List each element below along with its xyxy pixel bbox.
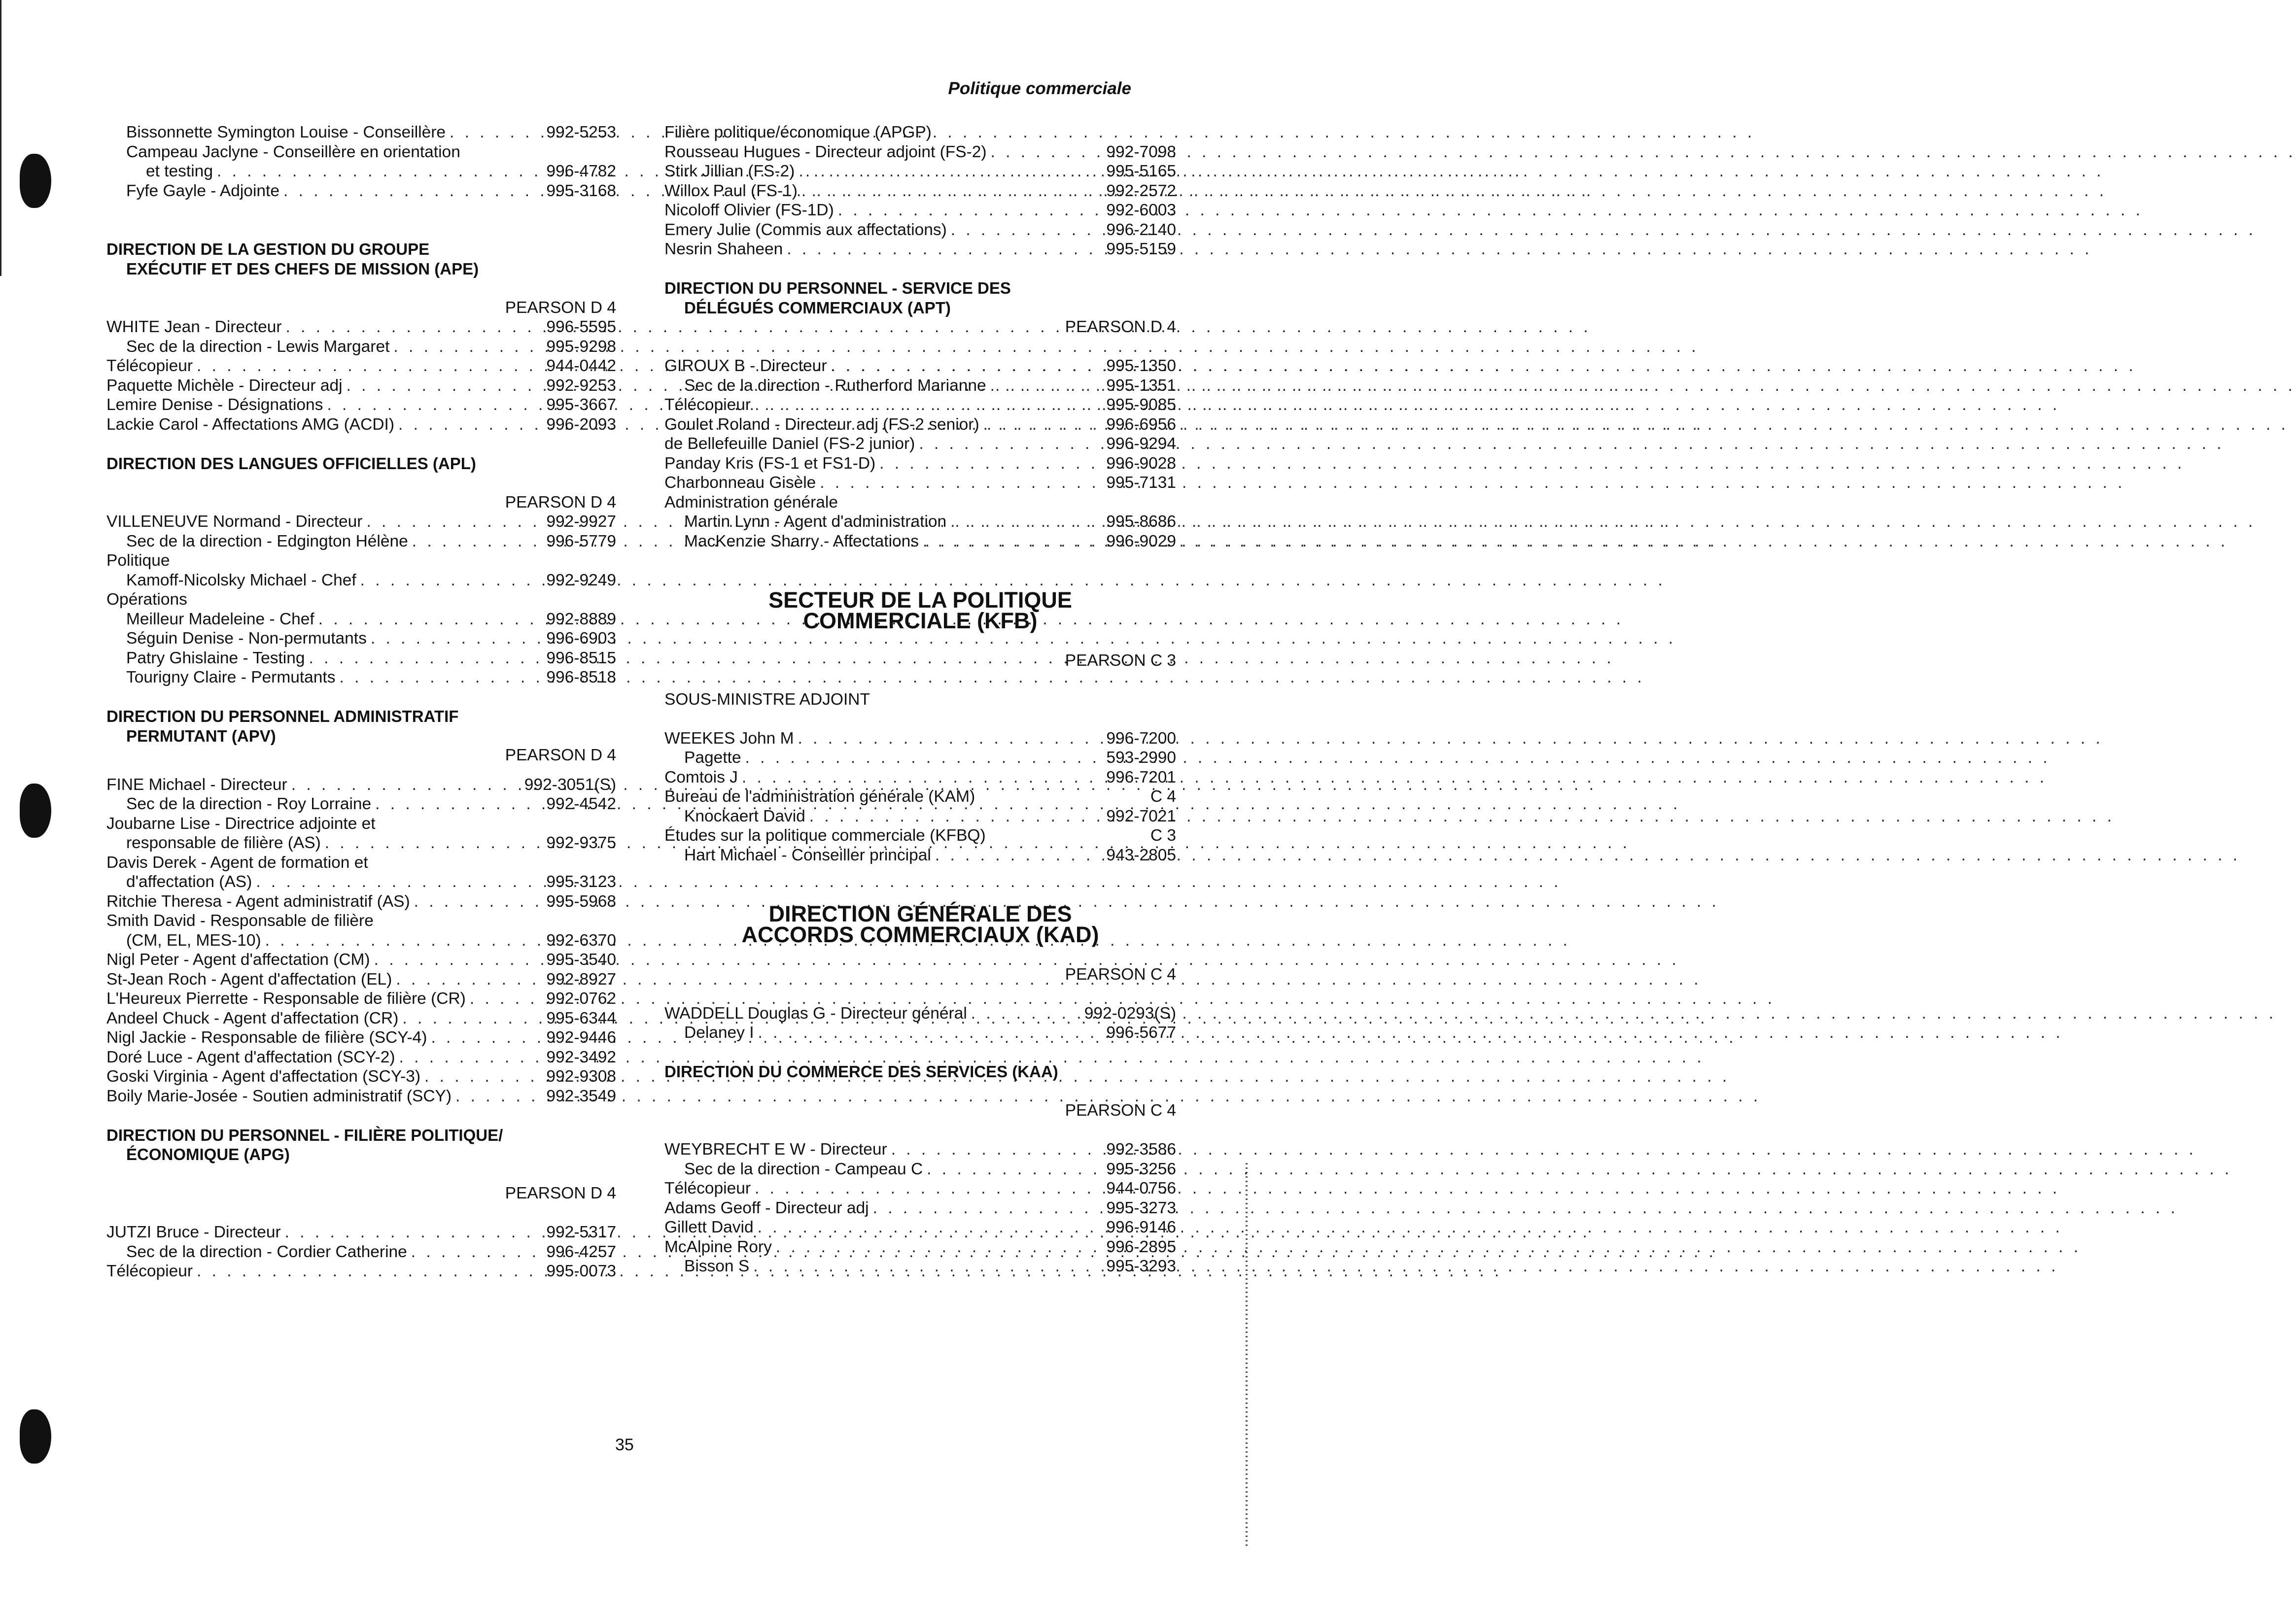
section-title-kaa: DIRECTION DU COMMERCE DES SERVICES (KAA) xyxy=(664,1062,1058,1081)
list-item: Bissonnette Symington Louise - Conseillère . . . 992-5253 xyxy=(106,123,616,142)
list-item-heading: Smith David - Responsable de filière xyxy=(106,912,374,930)
list-item: Rousseau Hugues - Directeur adjoint (FS-2) . . . 992-7098 xyxy=(664,142,1176,162)
list-item: Stirk Jillian (FS-2) . . . 995-5165 xyxy=(664,162,1176,181)
list-item: Gillett David . . . 996-9146 xyxy=(664,1218,1176,1237)
list-item: Télécopieur . . . 995-0073 xyxy=(106,1262,616,1281)
subsection-label: SOUS-MINISTRE ADJOINT xyxy=(664,690,870,709)
building-label: PEARSON D 4 xyxy=(1065,318,1176,336)
section-title-ape: DIRECTION DE LA GESTION DU GROUPE EXÉCUTIF ET DES CHEFS DE MISSION (APE) xyxy=(106,240,479,278)
list-item-heading: Opérations xyxy=(106,590,187,609)
list-item: Emery Julie (Commis aux affectations) . . . 996-2140 xyxy=(664,220,1176,240)
list-item: Charbonneau Gisèle . . . 995-7131 xyxy=(664,473,1176,493)
list-item-heading: Joubarne Lise - Directrice adjointe et xyxy=(106,814,376,833)
binder-hole-mark xyxy=(20,1409,51,1464)
running-head: Politique commerciale xyxy=(948,79,1131,98)
section-title-kad: DIRECTION GÉNÉRALE DES ACCORDS COMMERCIAUX (KAD) xyxy=(741,901,1099,947)
list-item: WEYBRECHT E W - Directeur . . . 992-3586 xyxy=(664,1140,1176,1160)
list-item-heading: Filière politique/économique (APGP) xyxy=(664,123,932,141)
section-title-apg: DIRECTION DU PERSONNEL - FILIÈRE POLITIQUE/ ÉCONOMIQUE (APG) xyxy=(106,1126,503,1163)
list-item: Andeel Chuck - Agent d'affectation (CR) . . . 995-6344 xyxy=(106,1009,616,1028)
list-item: Ritchie Theresa - Agent administratif (AS) . . . 995-5968 xyxy=(106,892,616,912)
list-item: (CM, EL, MES-10) . . . 992-6370 xyxy=(106,931,616,951)
list-item: Nigl Jackie - Responsable de filière (SCY-4) . . . 992-9446 xyxy=(106,1028,616,1048)
list-item: Sec de la direction - Cordier Catherine . . . 996-4257 xyxy=(106,1242,616,1262)
list-item: WEEKES John M . . . 996-7200 xyxy=(664,729,1176,749)
list-item: Bisson S . . . 995-3293 xyxy=(664,1257,1176,1276)
list-item: Nicoloff Olivier (FS-1D) . . . 992-6003 xyxy=(664,201,1176,220)
list-item: Hart Michael - Conseiller principal . . . 943-2805 xyxy=(664,846,1176,865)
list-item: Télécopieur . . . 944-0442 xyxy=(106,356,616,376)
list-item-heading: Davis Derek - Agent de formation et xyxy=(106,853,368,872)
building-label: PEARSON D 4 xyxy=(505,1184,616,1202)
list-item-heading: Campeau Jaclyne - Conseillère en orientation xyxy=(126,142,460,161)
list-item: Kamoff-Nicolsky Michael - Chef . . . 992-9249 xyxy=(106,571,616,590)
list-item: Panday Kris (FS-1 et FS1-D) . . . 996-9028 xyxy=(664,454,1176,474)
section-title-apv: DIRECTION DU PERSONNEL ADMINISTRATIF PERMUTANT (APV) xyxy=(106,707,459,745)
list-item: Études sur la politique commerciale (KFBQ) C 3 xyxy=(664,826,1176,845)
list-item: Nesrin Shaheen . . . 995-5159 xyxy=(664,239,1176,259)
list-item: et testing . . . 996-4782 xyxy=(106,162,616,181)
building-label: PEARSON D 4 xyxy=(505,493,616,512)
list-item: Fyfe Gayle - Adjointe . . . 995-3168 xyxy=(106,181,616,201)
list-item: Doré Luce - Agent d'affectation (SCY-2) . . . 992-3492 xyxy=(106,1048,616,1067)
list-item: Sec de la direction - Roy Lorraine . . . 992-4542 xyxy=(106,794,616,814)
list-item: d'affectation (AS) . . . 995-3123 xyxy=(106,872,616,892)
building-label: PEARSON C 4 xyxy=(1065,1101,1176,1120)
list-item: GIROUX B - Directeur . . . 995-1350 xyxy=(664,356,1176,376)
page-number: 35 xyxy=(615,1435,634,1454)
list-item: L'Heureux Pierrette - Responsable de filière (CR) . . . 992-0762 xyxy=(106,989,616,1009)
list-item: JUTZI Bruce - Directeur . . . 992-5317 xyxy=(106,1223,616,1242)
building-label: PEARSON D 4 xyxy=(505,746,616,764)
list-item: Adams Geoff - Directeur adj . . . 995-3273 xyxy=(664,1198,1176,1218)
list-item: Comtois J . . . 996-7201 xyxy=(664,768,1176,787)
section-title-apl: DIRECTION DES LANGUES OFFICIELLES (APL) xyxy=(106,454,476,473)
section-title-apt: DIRECTION DU PERSONNEL - SERVICE DES DÉLÉGUÉS COMMERCIAUX (APT) xyxy=(664,279,1011,317)
binder-hole-mark xyxy=(20,154,51,208)
list-item: Télécopieur . . . 944-0756 xyxy=(664,1179,1176,1198)
list-item: de Bellefeuille Daniel (FS-2 junior) . . . 996-9294 xyxy=(664,434,1176,454)
list-item: Pagette . . . 593-2990 xyxy=(664,748,1176,768)
list-item: Boily Marie-Josée - Soutien administratif (SCY) . . . 992-3549 xyxy=(106,1087,616,1106)
building-label: PEARSON C 4 xyxy=(1065,965,1176,984)
list-item: Lemire Denise - Désignations . . . 995-3667 xyxy=(106,395,616,415)
list-item: Sec de la direction - Lewis Margaret . . . 995-9298 xyxy=(106,337,616,357)
section-title-kfb: SECTEUR DE LA POLITIQUE COMMERCIALE (KFB) xyxy=(768,587,1072,633)
building-label: PEARSON D 4 xyxy=(505,298,616,317)
list-item: Meilleur Madeleine - Chef . . . 992-8889 xyxy=(106,610,616,629)
binder-hole-mark xyxy=(20,784,51,838)
list-item: Nigl Peter - Agent d'affectation (CM) . . . 995-3540 xyxy=(106,950,616,970)
list-item: St-Jean Roch - Agent d'affectation (EL) . . . 992-8927 xyxy=(106,970,616,990)
list-item: WADDELL Douglas G - Directeur général . . . 992-0293(S) xyxy=(664,1004,1176,1024)
list-item: Paquette Michèle - Directeur adj . . . 992-9253 xyxy=(106,376,616,396)
list-item: Télécopieur . . . 995-9085 xyxy=(664,395,1176,415)
list-item: Willox Paul (FS-1) . . . 992-2572 xyxy=(664,181,1176,201)
list-item: Sec de la direction - Campeau C . . . 995-3256 xyxy=(664,1160,1176,1179)
list-item: Lackie Carol - Affectations AMG (ACDI) . . . 996-2093 xyxy=(106,415,616,435)
list-item: FINE Michael - Directeur . . . 992-3051(S) xyxy=(106,775,616,795)
building-label: PEARSON C 3 xyxy=(1065,651,1176,670)
list-item: VILLENEUVE Normand - Directeur . . . 992-9927 xyxy=(106,512,616,532)
list-item: Patry Ghislaine - Testing . . . 996-8515 xyxy=(106,649,616,668)
list-item: McAlpine Rory . . . 996-2895 xyxy=(664,1237,1176,1257)
list-item: Goulet Roland - Directeur adj (FS-2 senior) . . . 996-6956 xyxy=(664,415,1176,435)
list-item: Sec de la direction - Rutherford Marianne . . . 995-1351 xyxy=(664,376,1176,396)
list-item: Séguin Denise - Non-permutants . . . 996-6903 xyxy=(106,629,616,649)
list-item: Knockaert David . . . 992-7021 xyxy=(664,807,1176,826)
list-item: Tourigny Claire - Permutants . . . 996-8518 xyxy=(106,668,616,687)
list-item: Sec de la direction - Edgington Hélène . . . 996-5779 xyxy=(106,532,616,551)
list-item: responsable de filière (AS) . . . 992-9375 xyxy=(106,833,616,853)
list-item: Goski Virginia - Agent d'affectation (SCY-3) . . . 992-9308 xyxy=(106,1067,616,1087)
list-item-heading: Administration générale xyxy=(664,493,838,512)
list-item: MacKenzie Sharry - Affectations . . . 996-9029 xyxy=(664,532,1176,551)
list-item: Martin Lynn - Agent d'administration . . . 995-8686 xyxy=(664,512,1176,532)
list-item: Delaney I . . . 996-5677 xyxy=(664,1023,1176,1043)
left-column xyxy=(106,123,616,1281)
right-column xyxy=(664,123,1176,1276)
list-item: Bureau de l'administration générale (KAM) C 4 xyxy=(664,787,1176,806)
list-item: WHITE Jean - Directeur . . . 996-5595 xyxy=(106,317,616,337)
list-item-heading: Politique xyxy=(106,551,170,570)
scan-edge-rule xyxy=(0,0,1,276)
